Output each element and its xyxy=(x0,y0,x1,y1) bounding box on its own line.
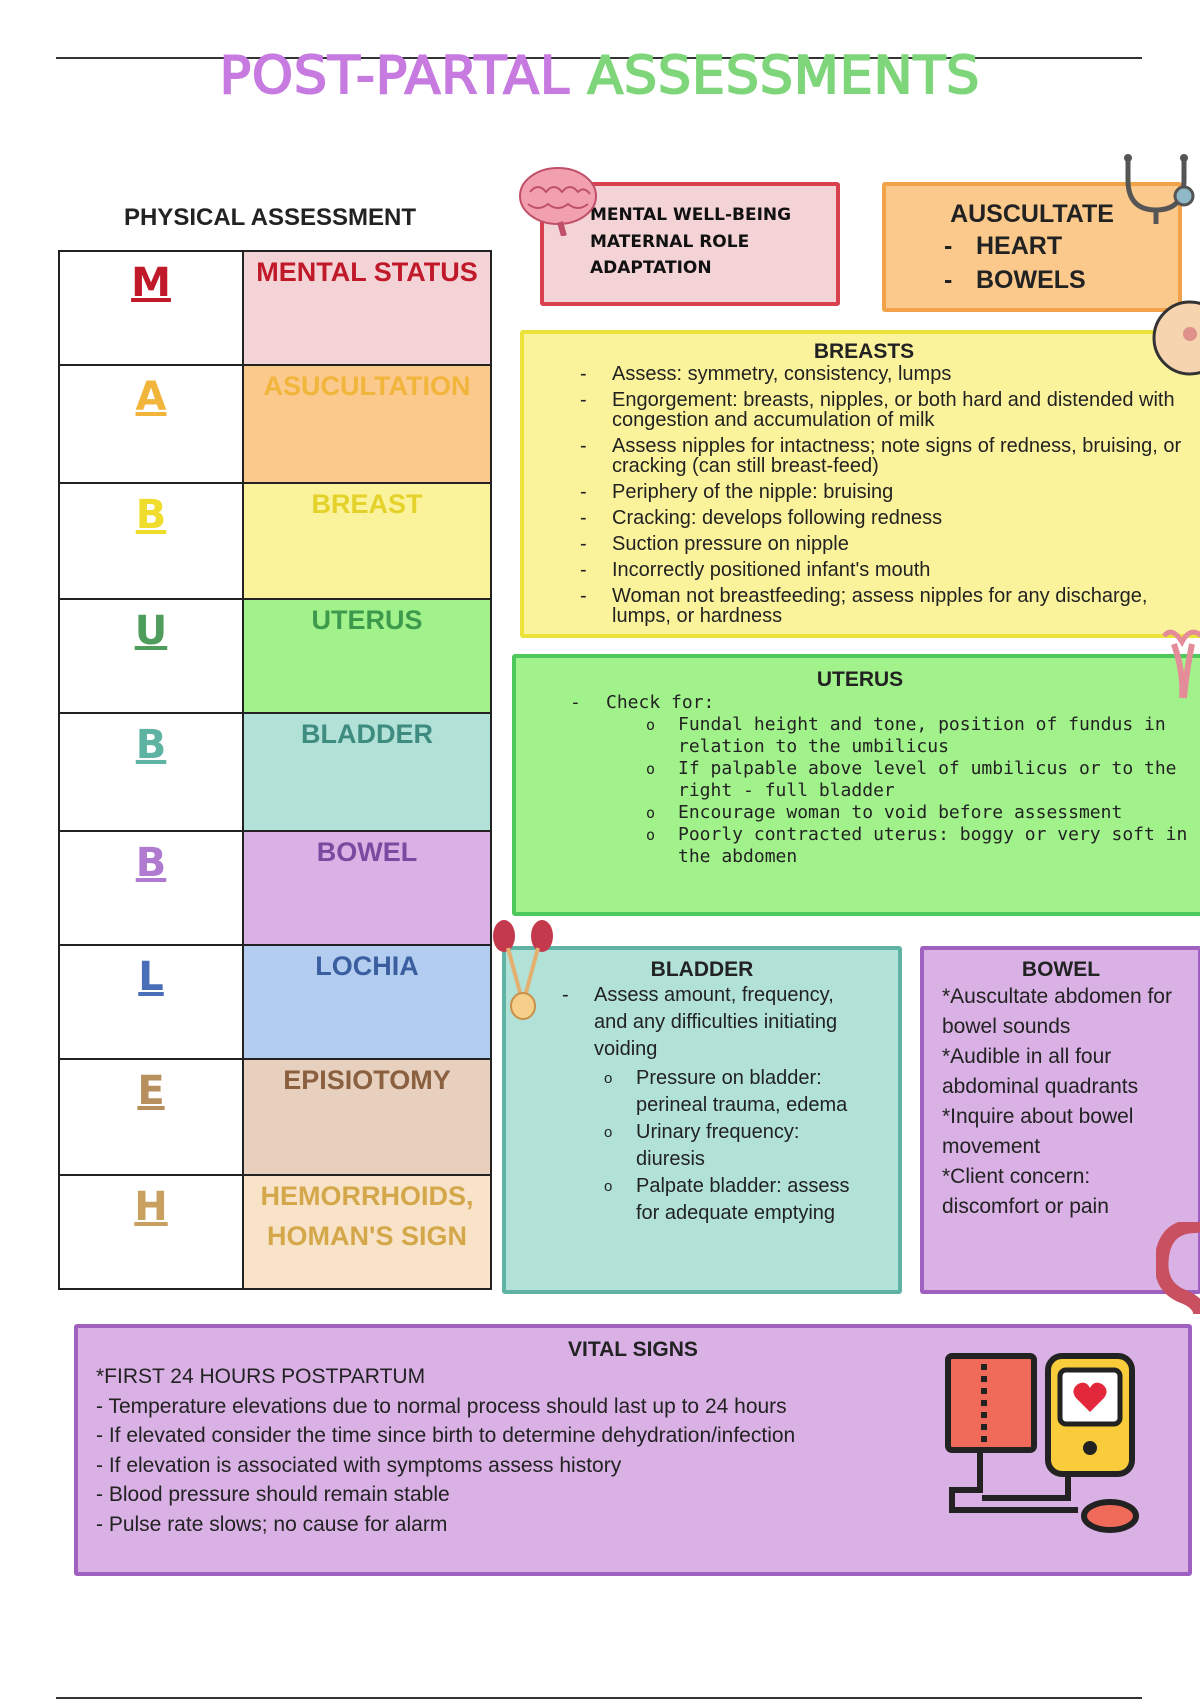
vital-signs-lead: *FIRST 24 HOURS POSTPARTUM xyxy=(96,1365,426,1388)
mnemonic-word: MENTAL STATUS xyxy=(243,251,491,365)
mnemonic-letter: E xyxy=(137,1068,165,1114)
bowel-item: *Auscultate abdomen for bowel sounds xyxy=(942,985,1172,1038)
bottom-rule xyxy=(56,1697,1142,1699)
mnemonic-word: BLADDER xyxy=(243,713,491,831)
mnemonic-word: BOWEL xyxy=(243,831,491,945)
auscultate-item: - HEART xyxy=(936,229,1178,263)
mnemonic-word: BREAST xyxy=(243,483,491,599)
auscultate-item: - BOWELS xyxy=(936,263,1178,297)
mnemonic-letter-cell xyxy=(59,1059,243,1175)
vital-signs-item: - If elevation is associated with symptoms assess history xyxy=(96,1453,622,1477)
mnemonic-word: HEMORRHOIDS, HOMAN'S SIGN xyxy=(243,1175,491,1289)
breast-icon xyxy=(1146,298,1200,378)
bladder-box: BLADDER - Assess amount, frequency, and any difficulties initiating voiding o Pressure on bladder: perineal trauma, edema o Urinary frequency: diuresis o Palpate bladder: assess for adequate emptying xyxy=(502,946,902,1294)
bladder-item: o Pressure on bladder: perineal trauma, edema xyxy=(594,1065,872,1119)
vital-signs-item: - Blood pressure should remain stable xyxy=(96,1483,450,1506)
mnemonic-letter-cell xyxy=(59,945,243,1059)
uterus-icon xyxy=(1160,624,1200,704)
breasts-item: - Assess: symmetry, consistency, lumps xyxy=(572,364,1200,384)
vital-signs-title: VITAL SIGNS xyxy=(568,1338,698,1361)
mnemonic-letter-cell xyxy=(59,599,243,713)
mnemonic-letter: U xyxy=(134,608,168,654)
uterus-title: UTERUS xyxy=(816,668,904,691)
blood-pressure-monitor-icon xyxy=(940,1350,1140,1550)
mnemonic-row xyxy=(59,251,491,365)
uterus-item: o Fundal height and tone, position of fundus in relation to the umbilicus xyxy=(636,714,1200,758)
mnemonic-letter: H xyxy=(134,1184,168,1230)
breasts-item: - Suction pressure on nipple xyxy=(572,534,1200,554)
mnemonic-letter: B xyxy=(135,722,167,768)
mnemonic-letter: A xyxy=(135,374,167,420)
mnemonic-letter-cell xyxy=(59,365,243,483)
mnemonic-letter-cell xyxy=(59,483,243,599)
vital-signs-item: - If elevated consider the time since birth to determine dehydration/infection xyxy=(96,1424,796,1447)
mnemonic-letter-cell xyxy=(59,251,243,365)
mnemonic-letter: M xyxy=(131,260,171,306)
breasts-item: - Cracking: develops following redness xyxy=(572,508,1200,528)
breasts-item: - Woman not breastfeeding; assess nipples for any discharge, lumps, or hardness xyxy=(572,586,1200,626)
bowel-title: BOWEL xyxy=(1021,958,1101,981)
mnemonic-row xyxy=(59,599,491,713)
bladder-title: BLADDER xyxy=(650,958,754,981)
mental-item: MATERNAL ROLE ADAPTATION xyxy=(590,232,750,278)
bowel-item: *Inquire about bowel movement xyxy=(942,1105,1134,1158)
brain-icon xyxy=(516,164,602,236)
stethoscope-icon xyxy=(1118,152,1198,238)
breasts-title: BREASTS xyxy=(813,340,915,363)
bowel-item: *Client concern: discomfort or pain xyxy=(942,1165,1109,1218)
uterus-item: o Poorly contracted uterus: boggy or very soft in the abdomen xyxy=(636,824,1200,868)
mental-item: MENTAL WELL-BEING xyxy=(590,205,792,225)
mnemonic-word: EPISIOTOMY xyxy=(243,1059,491,1175)
intestine-icon xyxy=(1156,1222,1200,1314)
bladder-item: o Palpate bladder: assess for adequate emptying xyxy=(594,1173,872,1227)
kidney-icon xyxy=(490,914,556,1024)
breasts-item: - Assess nipples for intactness; note signs of redness, bruising, or cracking (can still breast-feed) xyxy=(572,436,1200,476)
mnemonic-word: ASUCULTATION xyxy=(243,365,491,483)
mnemonic-table xyxy=(58,250,492,1290)
title-part-2: ASSESSMENTS xyxy=(587,46,981,106)
mnemonic-word: LOCHIA xyxy=(243,945,491,1059)
mnemonic-row xyxy=(59,713,491,831)
vital-signs-item: - Temperature elevations due to normal process should last up to 24 hours xyxy=(96,1394,787,1418)
title-part-1: POST-PARTAL xyxy=(219,46,570,106)
mnemonic-row xyxy=(59,1059,491,1175)
bladder-item: o Urinary frequency: diuresis xyxy=(594,1119,872,1173)
mnemonic-letter: L xyxy=(138,954,164,1000)
mnemonic-word: UTERUS xyxy=(243,599,491,713)
breasts-item: - Incorrectly positioned infant's mouth xyxy=(572,560,1200,580)
vital-signs-item: - Pulse rate slows; no cause for alarm xyxy=(96,1512,448,1536)
physical-assessment-heading: PHYSICAL ASSESSMENT xyxy=(123,204,417,231)
uterus-item: o If palpable above level of umbilicus or to the right - full bladder xyxy=(636,758,1200,802)
breasts-box xyxy=(520,330,1200,638)
breasts-item: - Engorgement: breasts, nipples, or both hard and distended with congestion and accumulation of milk xyxy=(572,390,1200,430)
mnemonic-row xyxy=(59,831,491,945)
mnemonic-letter-cell xyxy=(59,1175,243,1289)
uterus-box xyxy=(512,654,1200,916)
bowel-item: *Audible in all four abdominal quadrants xyxy=(942,1045,1139,1098)
page-title xyxy=(0,46,1200,106)
mnemonic-row xyxy=(59,365,491,483)
mnemonic-row xyxy=(59,1175,491,1289)
mnemonic-row xyxy=(59,945,491,1059)
uterus-item: o Encourage woman to void before assessment xyxy=(636,802,1200,824)
auscultate-title: AUSCULTATE xyxy=(950,200,1114,228)
mnemonic-row xyxy=(59,483,491,599)
mnemonic-letter-cell xyxy=(59,831,243,945)
uterus-check: - Check for: xyxy=(570,692,715,713)
bladder-main: Assess amount, frequency, and any difficulties initiating voiding xyxy=(594,984,838,1060)
mnemonic-letter: B xyxy=(135,840,167,886)
breasts-item: - Periphery of the nipple: bruising xyxy=(572,482,1200,502)
mnemonic-letter-cell xyxy=(59,713,243,831)
mnemonic-letter: B xyxy=(135,492,167,538)
